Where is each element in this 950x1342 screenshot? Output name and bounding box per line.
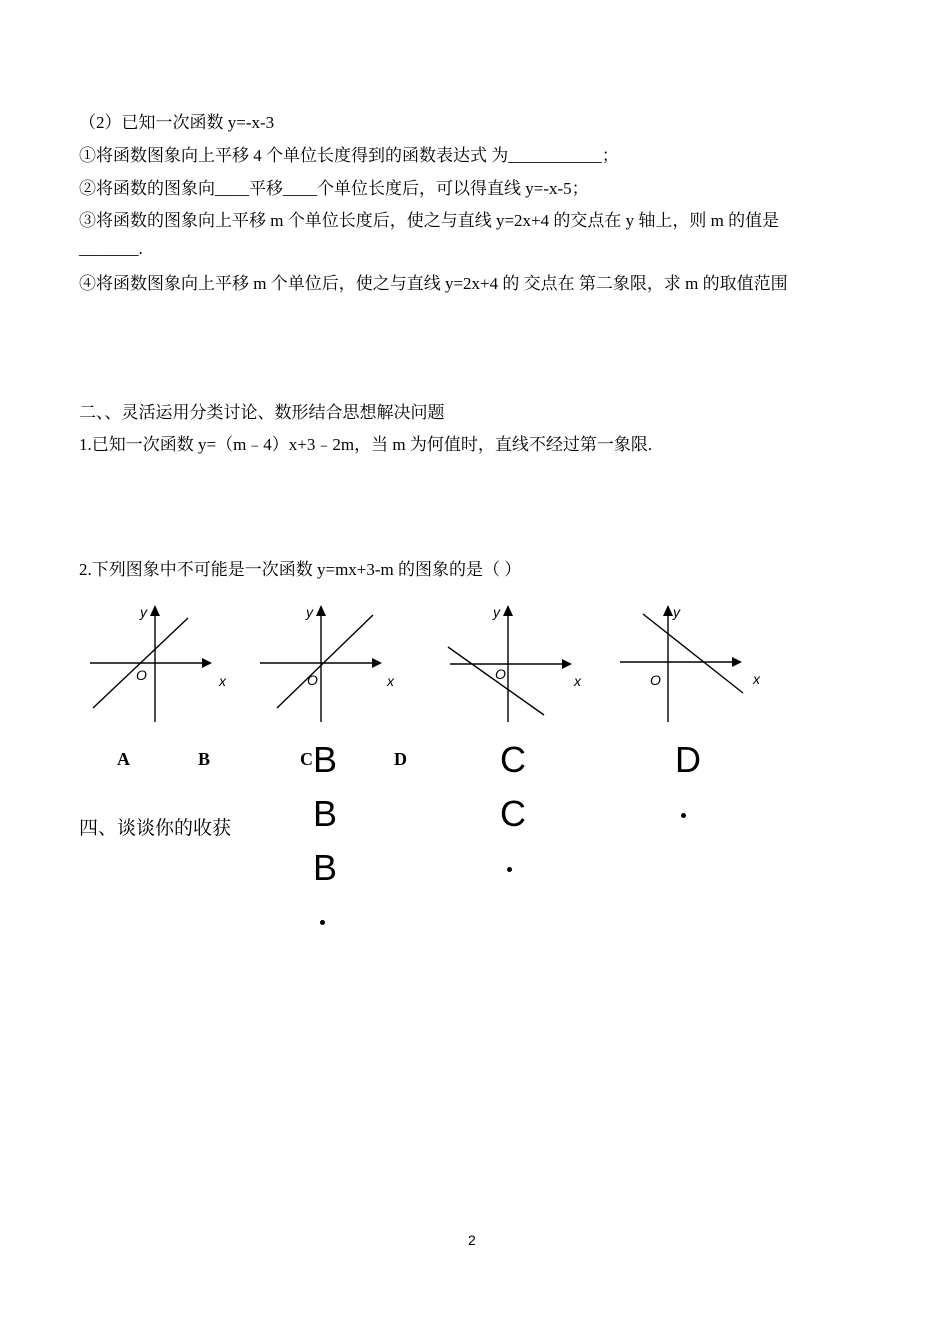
section-4-title: 四、谈谈你的收获 bbox=[79, 818, 232, 839]
graph-a-y-label: y bbox=[140, 604, 147, 620]
graph-c-x-label: x bbox=[574, 673, 581, 689]
section-2-title: 二、、灵活运用分类讨论、数形结合思想解决问题 bbox=[79, 403, 445, 422]
option-b-label: B bbox=[198, 749, 211, 769]
question-4: ④将函数图象向上平移 m 个单位后，使之与直线 y=2x+4 的 交点在 第二象限，求 m 的取值范围 bbox=[79, 274, 788, 293]
overlay-b-3: B bbox=[313, 847, 338, 888]
part2-heading: （2）已知一次函数 y=-x-3 bbox=[79, 113, 275, 132]
option-d-label: D bbox=[394, 749, 407, 769]
graph-b-y-label: y bbox=[306, 604, 313, 620]
overlay-c-1: C bbox=[500, 739, 526, 780]
graph-a bbox=[85, 600, 235, 730]
graph-d-x-label: x bbox=[753, 671, 760, 687]
graph-c bbox=[440, 600, 590, 730]
overlay-c-dot bbox=[507, 867, 512, 872]
graph-d bbox=[615, 600, 775, 730]
overlay-d-dot bbox=[681, 813, 686, 818]
graph-a-origin-label: O bbox=[136, 667, 147, 683]
graph-d-svg bbox=[615, 600, 775, 725]
overlay-c-2: C bbox=[500, 793, 526, 834]
graph-c-svg bbox=[440, 600, 590, 725]
question-3: ③将函数的图象向上平移 m 个单位长度后，使之与直线 y=2x+4 的交点在 y 轴上，则 m 的值是 bbox=[79, 211, 780, 230]
page-number: 2 bbox=[468, 1232, 476, 1248]
graph-c-y-label: y bbox=[493, 604, 500, 620]
graph-b-origin-label: O bbox=[307, 672, 318, 688]
problem-2: 2.下列图象中不可能是一次函数 y=mx+3-m 的图象的是（ ） bbox=[79, 560, 522, 579]
option-c-label: C bbox=[300, 749, 313, 769]
graph-b bbox=[255, 600, 405, 730]
graph-a-svg bbox=[85, 600, 235, 725]
option-a-label: A bbox=[117, 749, 130, 769]
problem-1: 1.已知一次函数 y=（m﹣4）x+3﹣2m，当 m 为何值时，直线不经过第一象限. bbox=[79, 435, 653, 454]
graph-d-origin-label: O bbox=[650, 672, 661, 688]
graph-c-origin-label: O bbox=[495, 666, 506, 682]
overlay-d-1: D bbox=[675, 739, 701, 780]
question-2: ②将函数的图象向____平移____个单位长度后，可以得直线 y=-x-5； bbox=[79, 179, 589, 198]
graph-d-y-label: y bbox=[673, 604, 680, 620]
overlay-b-2: B bbox=[313, 793, 338, 834]
overlay-b-dot bbox=[320, 920, 325, 925]
graph-b-x-label: x bbox=[387, 673, 394, 689]
overlay-b-1: B bbox=[313, 739, 338, 780]
graph-b-svg bbox=[255, 600, 405, 725]
question-3-blank: _______. bbox=[79, 239, 143, 258]
graph-a-x-label: x bbox=[219, 673, 226, 689]
question-1: ①将函数图象向上平移 4 个单位长度得到的函数表达式 为___________； bbox=[79, 146, 619, 165]
